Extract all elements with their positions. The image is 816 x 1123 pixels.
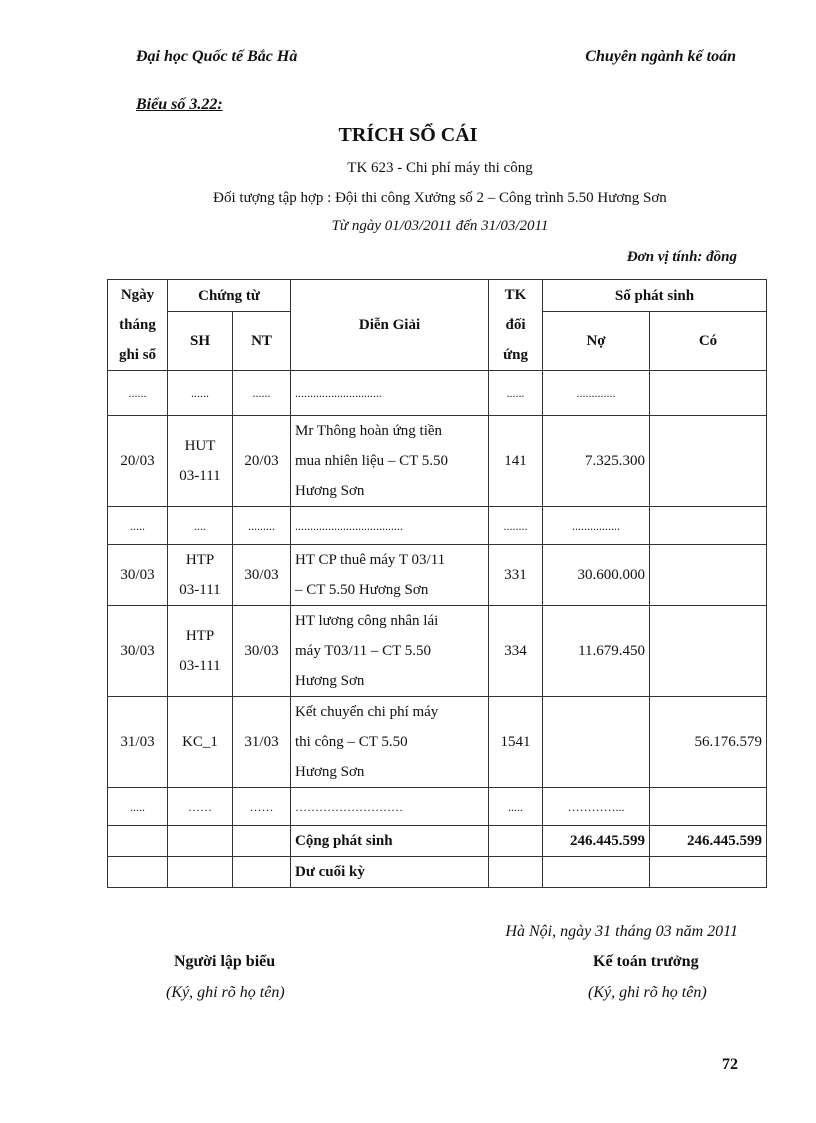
desc-cell: Mr Thông hoàn ứng tiền mua nhiên liệu – CT 5.50 Hương Sơn [291,416,489,507]
empty-cell [108,857,168,888]
account-line: TK 623 - Chi phí máy thi công [347,160,533,176]
voucher-sh-cell: HTP 03-111 [168,545,233,606]
acct-cell: 141 [489,416,543,507]
place-date: Hà Nội, ngày 31 tháng 03 năm 2011 [505,923,738,940]
voucher-nt-cell: 20/03 [233,416,291,507]
date-cell: 31/03 [108,697,168,788]
date-cell: 30/03 [108,606,168,697]
empty-cell [168,857,233,888]
debit-cell: 11.679.450 [543,606,650,697]
chief-accountant-note: (Ký, ghi rõ họ tên) [588,984,707,1001]
header-debit: Nợ [543,312,650,371]
ellipsis-cell: .................................... [291,507,489,545]
ellipsis-cell: ……………………… [291,788,489,826]
header-desc: Diễn Giải [291,280,489,371]
empty-cell [543,857,650,888]
empty-cell [650,371,767,416]
total-debit: 246.445.599 [543,826,650,857]
table-row [108,606,767,697]
voucher-sh-cell: KC_1 [168,697,233,788]
voucher-nt-cell: 31/03 [233,697,291,788]
header-major: Chuyên ngành kế toán [585,48,736,65]
credit-cell [650,416,767,507]
table-row [108,788,767,826]
voucher-nt-cell: 30/03 [233,606,291,697]
ellipsis-cell: ..... [489,788,543,826]
header-acct: TK đối ứng [489,280,543,371]
ellipsis-cell: ............. [543,371,650,416]
total-credit: 246.445.599 [650,826,767,857]
voucher-nt-cell: 30/03 [233,545,291,606]
table-row [108,416,767,507]
header-voucher: Chứng từ [168,280,291,312]
acct-cell: 334 [489,606,543,697]
ellipsis-cell: ...... [108,371,168,416]
ellipsis-cell: ............................. [291,371,489,416]
credit-cell: 56.176.579 [650,697,767,788]
ellipsis-cell: ..... [108,507,168,545]
voucher-sh-cell: HTP 03-111 [168,606,233,697]
header-date: Ngày tháng ghi sổ [108,280,168,371]
page-number: 72 [722,1056,738,1073]
period-line: Từ ngày 01/03/2011 đến 31/03/2011 [331,218,549,234]
empty-cell [650,788,767,826]
ellipsis-cell: .... [168,507,233,545]
debit-cell: 30.600.000 [543,545,650,606]
table-row [108,545,767,606]
closing-label: Dư cuối kỳ [291,857,489,888]
credit-cell [650,606,767,697]
header-nt: NT [233,312,291,371]
preparer-note: (Ký, ghi rõ họ tên) [166,984,285,1001]
unit-line: Đơn vị tính: đồng [626,249,737,265]
empty-cell [650,857,767,888]
ellipsis-cell: ................ [543,507,650,545]
acct-cell: 331 [489,545,543,606]
empty-cell [168,826,233,857]
empty-cell [108,826,168,857]
date-cell: 20/03 [108,416,168,507]
acct-cell: 1541 [489,697,543,788]
empty-cell [233,857,291,888]
subject-line: Đối tượng tập hợp : Đội thi công Xưởng số 2 – Công trình 5.50 Hương Sơn [213,190,667,206]
debit-cell [543,697,650,788]
ellipsis-cell: ...... [489,371,543,416]
form-label: Biểu số 3.22: [136,96,223,113]
table-row [108,371,767,416]
chief-accountant-title: Kế toán trưởng [593,953,699,970]
empty-cell [650,507,767,545]
empty-cell [489,857,543,888]
total-label: Cộng phát sinh [291,826,489,857]
page-title: TRÍCH SỔ CÁI [338,124,478,146]
ellipsis-cell: …… [233,788,291,826]
header-row-1 [108,280,767,312]
preparer-title: Người lập biểu [174,953,276,970]
total-row [108,826,767,857]
ellipsis-cell: ...... [168,371,233,416]
empty-cell [233,826,291,857]
ellipsis-cell: ..... [108,788,168,826]
table-row [108,507,767,545]
ellipsis-cell: ........ [489,507,543,545]
table-row [108,697,767,788]
header-amount: Số phát sinh [543,280,767,312]
empty-cell [489,826,543,857]
ellipsis-cell: ...... [233,371,291,416]
voucher-sh-cell: HUT 03-111 [168,416,233,507]
desc-cell: HT lương công nhân lái máy T03/11 – CT 5.50 Hương Sơn [291,606,489,697]
desc-cell: Kết chuyển chi phí máy thi công – CT 5.50 Hương Sơn [291,697,489,788]
ellipsis-cell: ......... [233,507,291,545]
closing-row [108,857,767,888]
date-cell: 30/03 [108,545,168,606]
desc-cell: HT CP thuê máy T 03/11 – CT 5.50 Hương Sơn [291,545,489,606]
header-sh: SH [168,312,233,371]
header-school: Đại học Quốc tế Bắc Hà [136,48,298,65]
ledger-table [107,279,767,888]
debit-cell: 7.325.300 [543,416,650,507]
ellipsis-cell: …………... [543,788,650,826]
header-credit: Có [650,312,767,371]
credit-cell [650,545,767,606]
ellipsis-cell: …… [168,788,233,826]
